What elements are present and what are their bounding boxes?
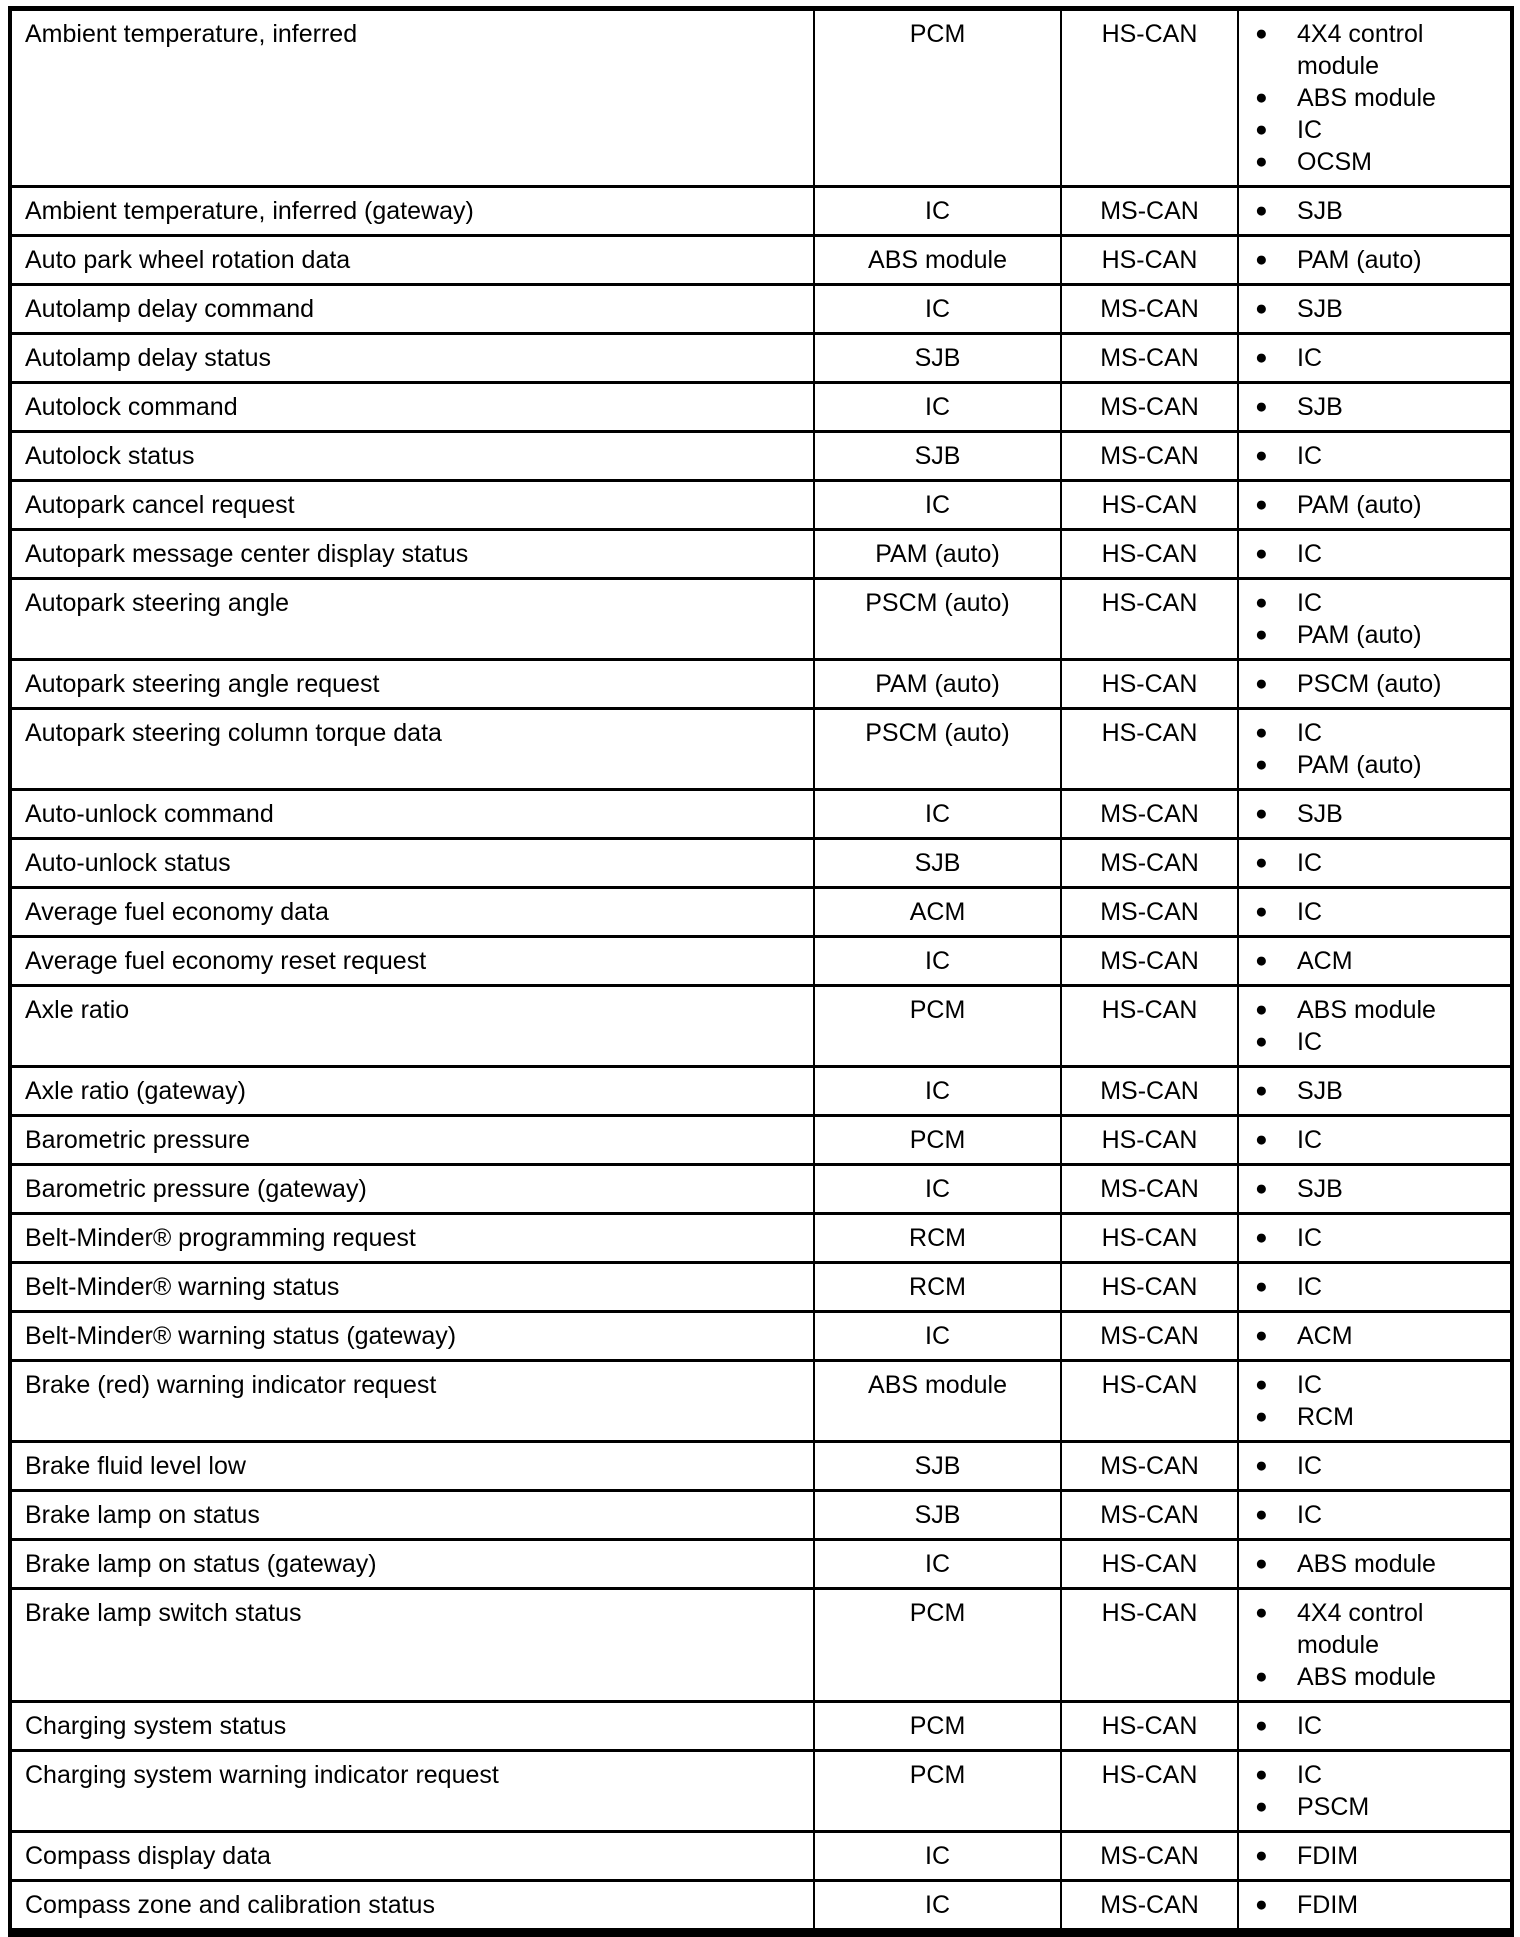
receiver-item <box>1239 538 1502 570</box>
signal-cell: Compass display data <box>10 1832 814 1881</box>
network-cell: HS-CAN <box>1061 236 1238 285</box>
signal-cell: Barometric pressure (gateway) <box>10 1165 814 1214</box>
network-cell: HS-CAN <box>1061 530 1238 579</box>
receivers-cell <box>1238 937 1512 986</box>
receiver-label: IC <box>1297 1452 1322 1480</box>
receiver-label: ABS module <box>1297 1663 1436 1691</box>
table-row <box>10 1165 1512 1214</box>
receiver-item <box>1239 1499 1502 1531</box>
receiver-item <box>1239 1759 1502 1791</box>
signal-cell: Brake lamp on status <box>10 1491 814 1540</box>
receiver-item <box>1239 1369 1502 1401</box>
table-row <box>10 1702 1512 1751</box>
bullet-icon: ● <box>1255 949 1268 972</box>
can-message-table <box>8 6 1514 1937</box>
bullet-icon: ● <box>1255 1226 1268 1249</box>
table-row <box>10 790 1512 839</box>
network-cell: HS-CAN <box>1061 709 1238 790</box>
table-row <box>10 660 1512 709</box>
network-cell: HS-CAN <box>1061 1589 1238 1702</box>
receiver-item <box>1239 717 1502 749</box>
origin-cell: PCM <box>814 9 1061 187</box>
network-cell: MS-CAN <box>1061 432 1238 481</box>
receiver-item <box>1239 619 1502 651</box>
origin-cell: IC <box>814 285 1061 334</box>
bullet-icon: ● <box>1255 1601 1268 1624</box>
signal-cell: Autolock command <box>10 383 814 432</box>
origin-cell: PCM <box>814 1589 1061 1702</box>
receiver-item <box>1239 847 1502 879</box>
receiver-item <box>1239 1840 1502 1872</box>
receivers-cell <box>1238 579 1512 660</box>
bullet-icon: ● <box>1255 1128 1268 1151</box>
receivers-cell <box>1238 9 1512 187</box>
table-row <box>10 579 1512 660</box>
origin-cell: ABS module <box>814 1361 1061 1442</box>
table-row <box>10 1881 1512 1933</box>
receiver-label: PAM (auto) <box>1297 621 1422 649</box>
receivers-cell <box>1238 1361 1512 1442</box>
receivers-cell <box>1238 1165 1512 1214</box>
network-cell: HS-CAN <box>1061 1116 1238 1165</box>
network-cell: MS-CAN <box>1061 383 1238 432</box>
origin-cell: ABS module <box>814 236 1061 285</box>
receivers-cell <box>1238 888 1512 937</box>
table-row <box>10 1214 1512 1263</box>
origin-cell: PCM <box>814 1702 1061 1751</box>
bullet-icon: ● <box>1255 1893 1268 1916</box>
table-row <box>10 1832 1512 1881</box>
origin-cell: SJB <box>814 839 1061 888</box>
receiver-label: IC <box>1297 898 1322 926</box>
receiver-item <box>1239 146 1502 178</box>
receiver-label: SJB <box>1297 295 1343 323</box>
network-cell: HS-CAN <box>1061 9 1238 187</box>
receiver-item <box>1239 798 1502 830</box>
table-row <box>10 1116 1512 1165</box>
receiver-label: IC <box>1297 540 1322 568</box>
origin-cell: SJB <box>814 334 1061 383</box>
receiver-item <box>1239 1222 1502 1254</box>
receivers-cell <box>1238 709 1512 790</box>
receiver-item <box>1239 1661 1502 1693</box>
receiver-label: PAM (auto) <box>1297 751 1422 779</box>
signal-cell: Belt-Minder® warning status <box>10 1263 814 1312</box>
receiver-item <box>1239 244 1502 276</box>
bullet-icon: ● <box>1255 1454 1268 1477</box>
table-row <box>10 1589 1512 1702</box>
receiver-item <box>1239 293 1502 325</box>
receivers-cell <box>1238 790 1512 839</box>
receiver-label: SJB <box>1297 1175 1343 1203</box>
receivers-cell <box>1238 1312 1512 1361</box>
receiver-label: FDIM <box>1297 1842 1359 1870</box>
origin-cell: SJB <box>814 1491 1061 1540</box>
receiver-label: ABS module <box>1297 84 1436 112</box>
signal-cell: Charging system status <box>10 1702 814 1751</box>
receivers-cell <box>1238 1540 1512 1589</box>
signal-cell: Ambient temperature, inferred (gateway) <box>10 187 814 236</box>
receivers-cell <box>1238 1881 1512 1933</box>
origin-cell: IC <box>814 1165 1061 1214</box>
bullet-icon: ● <box>1255 1324 1268 1347</box>
table-row <box>10 937 1512 986</box>
network-cell: MS-CAN <box>1061 187 1238 236</box>
table-row <box>10 1751 1512 1832</box>
origin-cell: IC <box>814 383 1061 432</box>
network-cell: MS-CAN <box>1061 790 1238 839</box>
origin-cell: PCM <box>814 986 1061 1067</box>
receiver-label: PAM (auto) <box>1297 491 1422 519</box>
signal-cell: Autolamp delay status <box>10 334 814 383</box>
origin-cell: IC <box>814 1067 1061 1116</box>
bullet-icon: ● <box>1255 851 1268 874</box>
network-cell: MS-CAN <box>1061 1881 1238 1933</box>
bullet-icon: ● <box>1255 86 1268 109</box>
receiver-item <box>1239 1401 1502 1433</box>
receivers-cell <box>1238 187 1512 236</box>
receiver-label: IC <box>1297 719 1322 747</box>
receiver-item <box>1239 587 1502 619</box>
bullet-icon: ● <box>1255 721 1268 744</box>
receivers-cell <box>1238 383 1512 432</box>
signal-cell: Auto park wheel rotation data <box>10 236 814 285</box>
receiver-item <box>1239 668 1502 700</box>
bullet-icon: ● <box>1255 591 1268 614</box>
bullet-icon: ● <box>1255 444 1268 467</box>
receiver-item <box>1239 1124 1502 1156</box>
origin-cell: ACM <box>814 888 1061 937</box>
receiver-label: IC <box>1297 1501 1322 1529</box>
origin-cell: SJB <box>814 1442 1061 1491</box>
origin-cell: RCM <box>814 1214 1061 1263</box>
receiver-label: IC <box>1297 344 1322 372</box>
bullet-icon: ● <box>1255 1405 1268 1428</box>
network-cell: HS-CAN <box>1061 579 1238 660</box>
receiver-label: ABS module <box>1297 996 1436 1024</box>
origin-cell: IC <box>814 481 1061 530</box>
receiver-item <box>1239 489 1502 521</box>
bullet-icon: ● <box>1255 150 1268 173</box>
origin-cell: IC <box>814 1881 1061 1933</box>
signal-cell: Belt-Minder® warning status (gateway) <box>10 1312 814 1361</box>
receiver-label: SJB <box>1297 1077 1343 1105</box>
origin-cell: IC <box>814 187 1061 236</box>
bullet-icon: ● <box>1255 1275 1268 1298</box>
bullet-icon: ● <box>1255 118 1268 141</box>
receivers-cell <box>1238 1116 1512 1165</box>
network-cell: HS-CAN <box>1061 1361 1238 1442</box>
network-cell: HS-CAN <box>1061 1263 1238 1312</box>
receiver-label: IC <box>1297 1224 1322 1252</box>
origin-cell: PCM <box>814 1751 1061 1832</box>
signal-cell: Charging system warning indicator request <box>10 1751 814 1832</box>
receiver-label: IC <box>1297 116 1322 144</box>
network-cell: MS-CAN <box>1061 1067 1238 1116</box>
signal-cell: Barometric pressure <box>10 1116 814 1165</box>
network-cell: MS-CAN <box>1061 1442 1238 1491</box>
receivers-cell <box>1238 1491 1512 1540</box>
table-row <box>10 839 1512 888</box>
receiver-label: 4X4 control module <box>1297 20 1424 80</box>
table-row <box>10 1491 1512 1540</box>
receiver-item <box>1239 1710 1502 1742</box>
receiver-item <box>1239 945 1502 977</box>
receiver-item <box>1239 1173 1502 1205</box>
table-row <box>10 285 1512 334</box>
table-row <box>10 9 1512 187</box>
receiver-item <box>1239 1320 1502 1352</box>
receiver-item <box>1239 749 1502 781</box>
bullet-icon: ● <box>1255 900 1268 923</box>
receiver-label: IC <box>1297 1126 1322 1154</box>
bullet-icon: ● <box>1255 1503 1268 1526</box>
signal-cell: Average fuel economy data <box>10 888 814 937</box>
receiver-label: OCSM <box>1297 148 1372 176</box>
network-cell: HS-CAN <box>1061 1540 1238 1589</box>
network-cell: HS-CAN <box>1061 1702 1238 1751</box>
origin-cell: IC <box>814 1540 1061 1589</box>
receivers-cell <box>1238 432 1512 481</box>
receiver-label: PSCM <box>1297 1793 1370 1821</box>
signal-cell: Autopark steering angle request <box>10 660 814 709</box>
network-cell: MS-CAN <box>1061 285 1238 334</box>
table-row <box>10 1263 1512 1312</box>
origin-cell: IC <box>814 1832 1061 1881</box>
receiver-item <box>1239 114 1502 146</box>
bullet-icon: ● <box>1255 1079 1268 1102</box>
bullet-icon: ● <box>1255 1844 1268 1867</box>
receiver-item <box>1239 18 1502 82</box>
origin-cell: PAM (auto) <box>814 660 1061 709</box>
receivers-cell <box>1238 1751 1512 1832</box>
receiver-item <box>1239 994 1502 1026</box>
origin-cell: PCM <box>814 1116 1061 1165</box>
table-row <box>10 986 1512 1067</box>
table-row <box>10 1067 1512 1116</box>
receiver-item <box>1239 1548 1502 1580</box>
bullet-icon: ● <box>1255 753 1268 776</box>
signal-cell: Autolock status <box>10 432 814 481</box>
bullet-icon: ● <box>1255 493 1268 516</box>
bullet-icon: ● <box>1255 1552 1268 1575</box>
receiver-label: 4X4 control module <box>1297 1599 1424 1659</box>
network-cell: MS-CAN <box>1061 839 1238 888</box>
bullet-icon: ● <box>1255 1030 1268 1053</box>
bullet-icon: ● <box>1255 542 1268 565</box>
receiver-label: ACM <box>1297 947 1353 975</box>
receivers-cell <box>1238 1214 1512 1263</box>
signal-cell: Autopark steering column torque data <box>10 709 814 790</box>
signal-cell: Brake lamp switch status <box>10 1589 814 1702</box>
network-cell: MS-CAN <box>1061 1165 1238 1214</box>
network-cell: MS-CAN <box>1061 888 1238 937</box>
receivers-cell <box>1238 1702 1512 1751</box>
table-row <box>10 1312 1512 1361</box>
receivers-cell <box>1238 1067 1512 1116</box>
table-row <box>10 187 1512 236</box>
origin-cell: RCM <box>814 1263 1061 1312</box>
table-row <box>10 1361 1512 1442</box>
receiver-label: ACM <box>1297 1322 1353 1350</box>
receiver-item <box>1239 1271 1502 1303</box>
origin-cell: PSCM (auto) <box>814 709 1061 790</box>
table-row <box>10 334 1512 383</box>
network-cell: MS-CAN <box>1061 1832 1238 1881</box>
signal-cell: Brake lamp on status (gateway) <box>10 1540 814 1589</box>
signal-cell: Autopark message center display status <box>10 530 814 579</box>
bullet-icon: ● <box>1255 1763 1268 1786</box>
receivers-cell <box>1238 1832 1512 1881</box>
signal-cell: Auto-unlock command <box>10 790 814 839</box>
receivers-cell <box>1238 236 1512 285</box>
receivers-cell <box>1238 1442 1512 1491</box>
bullet-icon: ● <box>1255 672 1268 695</box>
receivers-cell <box>1238 839 1512 888</box>
table-row <box>10 530 1512 579</box>
receiver-label: SJB <box>1297 800 1343 828</box>
table-row <box>10 709 1512 790</box>
bullet-icon: ● <box>1255 1665 1268 1688</box>
signal-cell: Average fuel economy reset request <box>10 937 814 986</box>
table-row <box>10 432 1512 481</box>
origin-cell: IC <box>814 1312 1061 1361</box>
table-body <box>10 9 1512 1933</box>
receivers-cell <box>1238 481 1512 530</box>
bullet-icon: ● <box>1255 1177 1268 1200</box>
network-cell: HS-CAN <box>1061 1214 1238 1263</box>
network-cell: MS-CAN <box>1061 1491 1238 1540</box>
receiver-item <box>1239 1450 1502 1482</box>
bullet-icon: ● <box>1255 998 1268 1021</box>
signal-cell: Axle ratio (gateway) <box>10 1067 814 1116</box>
network-cell: HS-CAN <box>1061 1751 1238 1832</box>
bullet-icon: ● <box>1255 802 1268 825</box>
origin-cell: SJB <box>814 432 1061 481</box>
receiver-label: PAM (auto) <box>1297 246 1422 274</box>
bullet-icon: ● <box>1255 1714 1268 1737</box>
receiver-label: RCM <box>1297 1403 1354 1431</box>
receivers-cell <box>1238 1263 1512 1312</box>
receivers-cell <box>1238 530 1512 579</box>
receiver-item <box>1239 440 1502 472</box>
signal-cell: Autopark steering angle <box>10 579 814 660</box>
table-row <box>10 888 1512 937</box>
network-cell: HS-CAN <box>1061 986 1238 1067</box>
receiver-label: IC <box>1297 442 1322 470</box>
table-row <box>10 236 1512 285</box>
receiver-label: IC <box>1297 1761 1322 1789</box>
signal-cell: Brake fluid level low <box>10 1442 814 1491</box>
receiver-label: SJB <box>1297 393 1343 421</box>
bullet-icon: ● <box>1255 1795 1268 1818</box>
network-cell: HS-CAN <box>1061 660 1238 709</box>
origin-cell: IC <box>814 790 1061 839</box>
receiver-label: IC <box>1297 589 1322 617</box>
receiver-item <box>1239 391 1502 423</box>
network-cell: MS-CAN <box>1061 334 1238 383</box>
table-row <box>10 383 1512 432</box>
receiver-label: PSCM (auto) <box>1297 670 1442 698</box>
origin-cell: PAM (auto) <box>814 530 1061 579</box>
network-cell: HS-CAN <box>1061 481 1238 530</box>
receiver-item <box>1239 1026 1502 1058</box>
receiver-label: IC <box>1297 1712 1322 1740</box>
signal-cell: Belt-Minder® programming request <box>10 1214 814 1263</box>
receivers-cell <box>1238 986 1512 1067</box>
bullet-icon: ● <box>1255 297 1268 320</box>
table-row <box>10 1442 1512 1491</box>
signal-cell: Ambient temperature, inferred <box>10 9 814 187</box>
table-row <box>10 1540 1512 1589</box>
bullet-icon: ● <box>1255 199 1268 222</box>
signal-cell: Autopark cancel request <box>10 481 814 530</box>
bullet-icon: ● <box>1255 22 1268 45</box>
receivers-cell <box>1238 334 1512 383</box>
receiver-item <box>1239 1889 1502 1921</box>
receiver-label: FDIM <box>1297 1891 1359 1919</box>
origin-cell: PSCM (auto) <box>814 579 1061 660</box>
table-row <box>10 481 1512 530</box>
receiver-label: IC <box>1297 1028 1322 1056</box>
receiver-item <box>1239 896 1502 928</box>
receiver-item <box>1239 82 1502 114</box>
receiver-label: IC <box>1297 1273 1322 1301</box>
bullet-icon: ● <box>1255 346 1268 369</box>
bullet-icon: ● <box>1255 623 1268 646</box>
signal-cell: Auto-unlock status <box>10 839 814 888</box>
receivers-cell <box>1238 1589 1512 1702</box>
receiver-item <box>1239 1597 1502 1661</box>
receiver-label: IC <box>1297 1371 1322 1399</box>
signal-cell: Axle ratio <box>10 986 814 1067</box>
receiver-label: IC <box>1297 849 1322 877</box>
bullet-icon: ● <box>1255 395 1268 418</box>
receiver-item <box>1239 1791 1502 1823</box>
receiver-item <box>1239 342 1502 374</box>
receiver-label: SJB <box>1297 197 1343 225</box>
receiver-label: ABS module <box>1297 1550 1436 1578</box>
network-cell: MS-CAN <box>1061 937 1238 986</box>
signal-cell: Compass zone and calibration status <box>10 1881 814 1933</box>
signal-cell: Brake (red) warning indicator request <box>10 1361 814 1442</box>
origin-cell: IC <box>814 937 1061 986</box>
bullet-icon: ● <box>1255 1373 1268 1396</box>
receiver-item <box>1239 195 1502 227</box>
receivers-cell <box>1238 285 1512 334</box>
bullet-icon: ● <box>1255 248 1268 271</box>
signal-cell: Autolamp delay command <box>10 285 814 334</box>
network-cell: MS-CAN <box>1061 1312 1238 1361</box>
receivers-cell <box>1238 660 1512 709</box>
receiver-item <box>1239 1075 1502 1107</box>
